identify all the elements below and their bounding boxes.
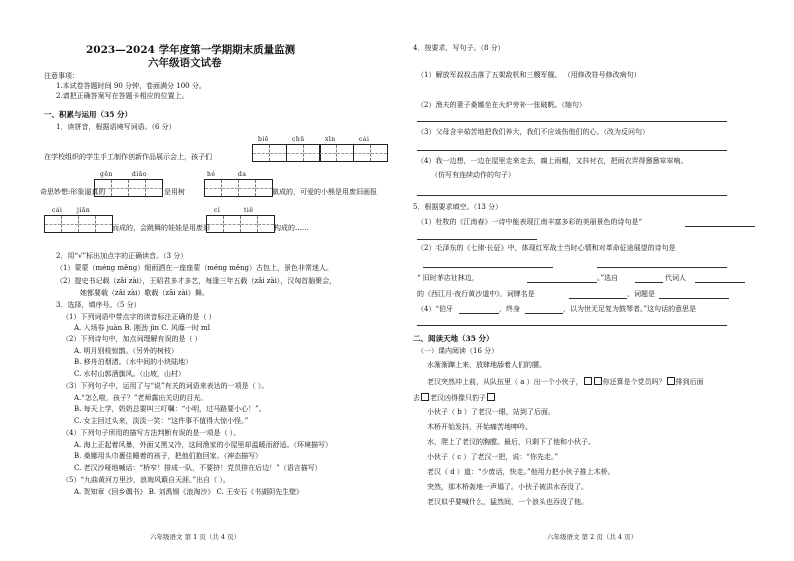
- question-5-item: 代词人: [665, 274, 686, 282]
- answer-line[interactable]: [417, 121, 727, 122]
- question-5-item: （4）“伯牙: [417, 305, 454, 313]
- exam-page-2: [397, 0, 794, 561]
- question-2-item: （2）提史书记载（zǎi zài），王昭君多才多艺，每逢三年五载（zǎi zài），汉匈首脑聚会，: [56, 277, 337, 285]
- answer-line[interactable]: [423, 267, 553, 268]
- punctuation-box[interactable]: [594, 377, 602, 385]
- question-3-option: B. 桑娜用头巾裹住睡着的孩子，把他们抱回家。（神态描写）: [74, 452, 263, 460]
- pinyin: xīn: [325, 136, 336, 143]
- answer-grid[interactable]: [319, 144, 354, 162]
- sentence-text: 做成的，可爱的小熊是用废旧画报: [272, 188, 377, 196]
- punctuation-box[interactable]: [667, 377, 675, 385]
- question-4: 4．按要求，写句子。（8 分）: [413, 44, 505, 52]
- question-3-item: （3）下列句子中，运用了与“说”有关的词语来表达的一项是（ ）。: [62, 382, 269, 390]
- question-2-item: 她都要载（zǎi zài）歌载（zǎi zài）舞。: [80, 289, 209, 297]
- question-3-item: （1）下列词语中带点字的读音标注正确的是（ ）: [62, 313, 216, 321]
- pinyin: hé: [207, 171, 216, 178]
- answer-line[interactable]: [417, 239, 537, 240]
- question-4-item: （仿写有连续动作的句子）: [431, 171, 515, 179]
- answer-line[interactable]: [459, 313, 499, 314]
- question-3-option: A. 明月别枝惊鹊。（另外的树枝）: [74, 347, 179, 355]
- passage-line: 突然，那木桥轰地一声塌了。小伙子被洪水吞没了。: [427, 483, 588, 491]
- pinyin: jiān: [77, 207, 91, 214]
- passage-line: 小伙子（ b ）了老汉一眼，站到了后面。: [427, 408, 555, 416]
- reading-heading: （一）课内阅读（16 分）: [417, 347, 499, 355]
- question-4-item: （4）我一边想，一边在屋里走来走去，瘸上雨帽，又抖衬衣，把雨衣弄得窸窸窣窣响。: [417, 157, 688, 165]
- sentence-text: 在学校组织的学生手工制作创新作品展示会上，孩子们: [44, 153, 212, 161]
- answer-line[interactable]: [597, 267, 727, 268]
- section-heading: 一、积累与运用（35 分）: [44, 110, 133, 119]
- question-5-item: 。”选自: [597, 274, 619, 282]
- pinyin: diāo: [132, 171, 147, 178]
- question-3-item: （5）“九曲黄河万里沙，浪淘风簸自天涯。”出自（ ）。: [62, 476, 230, 484]
- sentence-text: 构成的……: [274, 224, 309, 232]
- question-3-options: A. 贺知章《回乡偶书》 B. 刘禹锡《浪淘沙》 C. 王安石《书湖阴先生壁》: [74, 488, 304, 496]
- question-3-option: C. 女主回过头来，淡淡一笑：“这件事不值得大惊小怪。”: [74, 417, 249, 425]
- question-3: 3．选择，填序号。（5 分）: [56, 301, 141, 309]
- notice-item: 1.本试卷答题时间 90 分钟，卷面满分 100 分。: [56, 82, 206, 90]
- question-5-item: （1）杜牧的《江南春》一诗中能表现江南丰富多彩的美丽景色的诗句是“: [417, 218, 643, 226]
- answer-grid[interactable]: [252, 144, 287, 162]
- question-5-item: （2）毛泽东的《七律·长征》中，体现红军战士当时心情和对革命征途展望的诗句是: [417, 244, 676, 252]
- pinyin: cí: [214, 207, 221, 214]
- passage-line: 去 老汉凶得像只豹子: [413, 393, 496, 403]
- question-3-option: B. 每天上学，奶奶总要叫三叮嘱：“小明，过马路要小心！”。: [74, 405, 266, 413]
- passage-line: 水渐渐蹿上来，放肆地舔着人们的腰。: [427, 361, 546, 369]
- question-4-item: （2）渔夫的妻子桑娜坐在火炉旁补一张破帆。（缩句）: [417, 101, 586, 109]
- notice-heading: 注意事项：: [44, 72, 79, 80]
- answer-line[interactable]: [635, 282, 663, 283]
- question-5-item: ，词题是: [627, 290, 655, 298]
- pinyin: cái: [52, 207, 63, 214]
- question-3-option: A.“怎么啦，孩子？”老师露出关切的目光。: [74, 394, 208, 402]
- question-3-option: B. 移舟泊烟渚。（水中间的小块陆地）: [74, 358, 193, 366]
- answer-grid[interactable]: [206, 215, 275, 233]
- question-3-option: A. 海上正起着风暴，外面又黑又冷，这间渔家的小屋里却温暖而舒适。（环境描写）: [74, 441, 333, 449]
- question-5-item: 的《西江月·夜行黄沙道中》，词牌名是: [417, 290, 535, 298]
- section-heading: 二、阅读天地（35 分）: [413, 334, 494, 343]
- passage-line: 水，爬上了老汉的胸膛。最后，只剩下了他和小伙子。: [427, 438, 595, 446]
- punctuation-box[interactable]: [421, 393, 429, 401]
- punctuation-box[interactable]: [584, 377, 592, 385]
- question-3-item: （4）下列句子所用的描写方法判断有误的是一项是（ ）。: [62, 429, 241, 437]
- passage-line: 老汉突然冲上前，从队伍里（ a ）出一个小伙子， 你还算是个党员吗？ 排到后面: [427, 378, 704, 386]
- pinyin: chū: [292, 136, 305, 143]
- pinyin: da: [238, 171, 247, 178]
- question-3-item: （2）下列诗句中，加点词理解有误的是（ ）: [62, 335, 202, 343]
- question-5-item: “ 旧时茅店社林边，: [417, 274, 479, 282]
- answer-grid[interactable]: [286, 144, 321, 162]
- exam-title: 2023—2024 学年度第一学期期末质量监测: [86, 44, 296, 56]
- pinyin: gēn: [100, 171, 113, 178]
- answer-line[interactable]: [527, 282, 597, 283]
- answer-line[interactable]: [659, 298, 729, 299]
- question-3-options: A. 入场券 juàn B. 刚劲 jìn C. 风靡一时 mǐ: [74, 324, 210, 332]
- question-4-item: （1）解放军叔叔击落了五架敌机和三艘军舰。 （用修改符号修改病句）: [417, 71, 641, 79]
- question-2-item: （1）蒙蒙（méng měng）细雨洒在一座座蒙（méng měng）古包上，景色非常迷人。: [56, 264, 333, 272]
- question-3-option: C. 水村山郭酒旗风。（山坡，山村）: [74, 370, 186, 378]
- sentence-text: 奇思妙想:形象逼真的: [40, 188, 106, 196]
- question-1: 1．读拼音，根据语境写词语。（6 分）: [56, 123, 176, 131]
- question-5-item: ，终身: [499, 305, 520, 313]
- answer-grid[interactable]: [353, 144, 388, 162]
- sentence-text: 是用树: [164, 188, 185, 196]
- passage-line: 小伙子（ c ）了老汉一把，说：“你先走。”: [427, 453, 559, 461]
- answer-grid[interactable]: [44, 215, 113, 233]
- page-footer: 六年级语文 第 2 页（共 4 页）: [547, 533, 638, 541]
- page-footer: 六年级语文 第 1 页（共 4 页）: [150, 533, 241, 541]
- punctuation-box[interactable]: [487, 393, 495, 401]
- question-3-option: C. 老汉沙哑地喊话：“桥窄！排成一队，不要挤！党员排在后边！”（语言描写）: [74, 464, 322, 472]
- passage-line: 老汉似乎要喊什么，猛然间，一个浪头也吞没了他。: [427, 498, 588, 506]
- answer-line[interactable]: [417, 150, 727, 151]
- answer-line[interactable]: [685, 226, 755, 227]
- answer-line[interactable]: [695, 282, 745, 283]
- answer-line[interactable]: [569, 298, 627, 299]
- pinyin: biē: [258, 136, 269, 143]
- passage-line: 木桥开始发抖，开始痛苦地呻吟。: [427, 423, 532, 431]
- answer-line[interactable]: [417, 195, 727, 196]
- pinyin: cái: [359, 136, 370, 143]
- answer-grid[interactable]: [204, 179, 273, 197]
- question-4-item: （3）父母含辛茹苦地把我们养大，我们不应该伤他们的心。（改为反问句）: [417, 128, 649, 136]
- question-2: 2．用“√”标出加点字的正确读音。（3 分）: [56, 252, 188, 260]
- passage-line: 老汉（ d ）道：“少废话，快走。”他用力把小伙子推上木桥。: [427, 468, 615, 476]
- sentence-text: 而成的，会跳舞的娃娃是用废旧: [112, 224, 210, 232]
- pinyin: tiě: [244, 207, 254, 214]
- answer-line[interactable]: [525, 313, 563, 314]
- exam-subtitle: 六年级语文试卷: [148, 57, 222, 69]
- question-5: 5．根据要求填空。（13 分）: [413, 203, 503, 211]
- question-5-item: ，以为世无足复为鼓琴者。”这句话的意思是: [563, 305, 697, 313]
- notice-item: 2.请把正确答案写在答题卡相应的位置上。: [56, 92, 189, 100]
- answer-line[interactable]: [417, 325, 727, 326]
